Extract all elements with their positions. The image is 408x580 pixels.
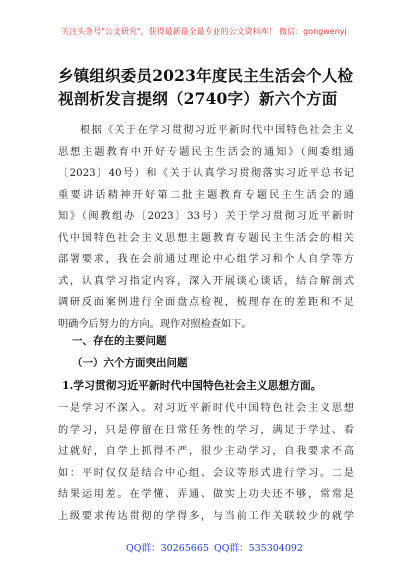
intro-paragraph [58,120,354,335]
item1-line: 上级要求传达贯彻的学得多，与当前工作关联较少的就学 [58,510,354,522]
intro-line: 知》（闽教组办〔2023〕33号）关于学习贯彻习近平新时 [58,211,354,222]
intro-line: 部署要求，我在会前通过理论中心组学习和个人自学等方 [58,254,354,265]
document-title [58,64,358,110]
intro-line: 调研反面案例进行全面盘点检视，梳理存在的差距和不足 [58,297,354,308]
subsection-heading-six-aspects: （一）六个方面突出问题 [72,357,188,369]
intro-line: 根据《关于在学习贯彻习近平新时代中国特色社会主义 [80,125,354,136]
footer-qq-group-2: QQ群：535304092 [214,543,303,554]
intro-line: 重要讲话精神开好第二批主题教育专题民主生活会的通 [58,189,354,201]
item1-line: 一是学习不深入。对习近平新时代中国特色社会主义思想 [58,403,354,414]
intro-line: 明确今后努力的方向。现作对照检查如下。 [58,318,252,330]
footer-qq-group-1: QQ群：30265665 [126,543,209,554]
item1-line: 如：平时仅仅是结合中心组、会议等形式进行学习。二是 [58,467,354,479]
section-heading-problems: 一、存在的主要问题 [72,335,167,347]
intro-line: 代中国特色社会主义思想主题教育专题民主生活会的相关 [58,232,354,244]
intro-line: 思想主题教育中开好专题民主生活会的通知》（闽委组通 [58,146,354,158]
header-promo-note: 关注头条号"公文研究"，获得最新最全最专业的公文资料库！ 微信：gongwenyj [61,27,347,36]
item1-line: 结果运用差。在学懂、弄通、做实上功夫还不够，常常是 [58,489,354,500]
item-heading-1: 1.学习贯彻习近平新时代中国特色社会主义思想方面。 [62,379,322,392]
title-line-2: 视剖析发言提纲（2740字）新六个方面 [58,89,338,108]
item1-paragraph [58,398,354,527]
item1-line: 的学习，只是停留在日常任务性的学习，满足于学过、看 [58,424,354,436]
item1-line: 过就好，自学上抓得不严，很少主动学习，自我要求不高 [58,446,354,457]
intro-line: 式，认真学习指定内容，深入开展谈心谈话，结合解剖式 [58,275,354,287]
intro-line: 〔2023〕40号）和《关于认真学习贯彻落实习近平总书记 [58,168,354,179]
title-line-1: 乡镇组织委员2023年度民主生活会个人检 [58,66,354,85]
